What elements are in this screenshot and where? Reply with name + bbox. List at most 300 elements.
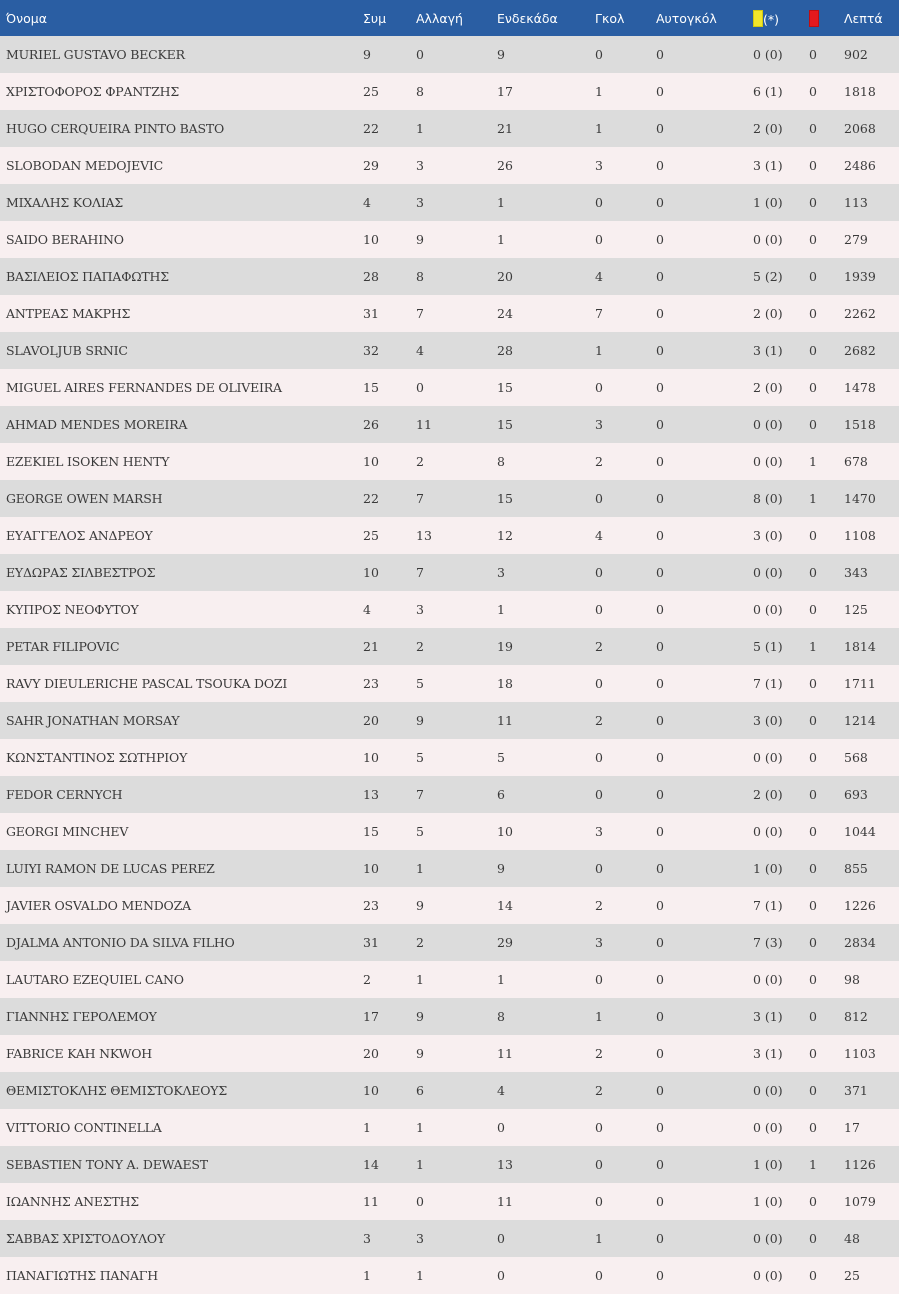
cell-subs: 7: [416, 491, 424, 506]
cell-subs: 1: [416, 1268, 424, 1283]
cell-own-goals: 0: [656, 935, 664, 950]
cell-subs: 1: [416, 972, 424, 987]
cell-yellow-cards: 3 (0): [753, 528, 783, 543]
cell-goals: 1: [595, 343, 603, 358]
table-row: [0, 147, 899, 184]
cell-subs: 0: [416, 380, 424, 395]
cell-yellow-cards: 1 (0): [753, 195, 783, 210]
table-row: [0, 1072, 899, 1109]
cell-yellow-cards: 7 (1): [753, 898, 783, 913]
cell-name: GEORGI MINCHEV: [6, 824, 129, 839]
cell-own-goals: 0: [656, 565, 664, 580]
cell-subs: 13: [416, 528, 432, 543]
table-row: [0, 813, 899, 850]
cell-apps: 31: [363, 306, 379, 321]
cell-starts: 19: [497, 639, 513, 654]
cell-goals: 0: [595, 750, 603, 765]
table-row: [0, 36, 899, 73]
red-card-icon: [809, 10, 819, 27]
cell-yellow-cards: 0 (0): [753, 1083, 783, 1098]
cell-goals: 0: [595, 972, 603, 987]
header-goals[interactable]: Γκολ: [595, 10, 625, 26]
table-row: [0, 1035, 899, 1072]
table-row: [0, 665, 899, 702]
table-row: [0, 776, 899, 813]
cell-name: SAIDO BERAHINO: [6, 232, 124, 247]
cell-goals: 3: [595, 158, 603, 173]
cell-subs: 7: [416, 565, 424, 580]
cell-apps: 21: [363, 639, 379, 654]
cell-minutes: 2486: [844, 158, 876, 173]
cell-starts: 9: [497, 861, 505, 876]
cell-apps: 26: [363, 417, 379, 432]
cell-own-goals: 0: [656, 195, 664, 210]
cell-minutes: 2262: [844, 306, 876, 321]
cell-starts: 3: [497, 565, 505, 580]
cell-name: JAVIER OSVALDO MENDOZA: [6, 898, 191, 913]
cell-yellow-cards: 1 (0): [753, 1194, 783, 1209]
cell-red-cards: 0: [809, 121, 817, 136]
cell-goals: 0: [595, 602, 603, 617]
cell-goals: 4: [595, 269, 603, 284]
cell-own-goals: 0: [656, 1231, 664, 1246]
cell-name: EZEKIEL ISOKEN HENTY: [6, 454, 170, 469]
cell-own-goals: 0: [656, 47, 664, 62]
cell-goals: 4: [595, 528, 603, 543]
cell-yellow-cards: 5 (1): [753, 639, 783, 654]
cell-goals: 2: [595, 1046, 603, 1061]
cell-goals: 0: [595, 232, 603, 247]
cell-yellow-cards: 1 (0): [753, 861, 783, 876]
cell-red-cards: 0: [809, 158, 817, 173]
cell-apps: 31: [363, 935, 379, 950]
header-yellow-suffix: (*): [763, 11, 780, 27]
cell-apps: 4: [363, 602, 371, 617]
header-apps[interactable]: Συμ: [363, 10, 387, 26]
cell-goals: 1: [595, 1231, 603, 1246]
cell-starts: 29: [497, 935, 513, 950]
cell-minutes: 693: [844, 787, 868, 802]
cell-apps: 1: [363, 1268, 371, 1283]
table-row: [0, 628, 899, 665]
cell-minutes: 1470: [844, 491, 876, 506]
cell-apps: 23: [363, 898, 379, 913]
cell-red-cards: 1: [809, 454, 817, 469]
cell-subs: 0: [416, 47, 424, 62]
cell-yellow-cards: 1 (0): [753, 1157, 783, 1172]
cell-minutes: 17: [844, 1120, 860, 1135]
cell-starts: 20: [497, 269, 513, 284]
cell-starts: 26: [497, 158, 513, 173]
cell-apps: 13: [363, 787, 379, 802]
cell-red-cards: 1: [809, 1157, 817, 1172]
table-row: [0, 739, 899, 776]
cell-own-goals: 0: [656, 750, 664, 765]
cell-apps: 20: [363, 1046, 379, 1061]
cell-red-cards: 0: [809, 972, 817, 987]
table-row: [0, 702, 899, 739]
cell-name: ΕΥΑΓΓΕΛΟΣ ΑΝΔΡΕΟΥ: [6, 528, 153, 543]
cell-minutes: 371: [844, 1083, 868, 1098]
cell-apps: 23: [363, 676, 379, 691]
cell-name: ΓΙΑΝΝΗΣ ΓΕΡΟΛΕΜΟΥ: [6, 1009, 157, 1024]
cell-apps: 15: [363, 380, 379, 395]
cell-starts: 11: [497, 1194, 513, 1209]
table-row: [0, 517, 899, 554]
table-row: [0, 961, 899, 998]
cell-starts: 12: [497, 528, 513, 543]
cell-apps: 3: [363, 1231, 371, 1246]
cell-apps: 10: [363, 1083, 379, 1098]
cell-name: SEBASTIEN TONY A. DEWAEST: [6, 1157, 208, 1172]
cell-apps: 10: [363, 750, 379, 765]
cell-red-cards: 0: [809, 861, 817, 876]
cell-red-cards: 1: [809, 491, 817, 506]
cell-name: RAVY DIEULERICHE PASCAL TSOUKA DOZI: [6, 676, 288, 691]
cell-yellow-cards: 0 (0): [753, 824, 783, 839]
cell-red-cards: 0: [809, 750, 817, 765]
cell-apps: 10: [363, 454, 379, 469]
cell-starts: 1: [497, 195, 505, 210]
cell-subs: 3: [416, 195, 424, 210]
cell-goals: 2: [595, 898, 603, 913]
cell-minutes: 2682: [844, 343, 876, 358]
table-row: [0, 480, 899, 517]
cell-apps: 25: [363, 84, 379, 99]
cell-red-cards: 0: [809, 47, 817, 62]
cell-own-goals: 0: [656, 1009, 664, 1024]
cell-goals: 0: [595, 491, 603, 506]
cell-red-cards: 1: [809, 639, 817, 654]
cell-own-goals: 0: [656, 1157, 664, 1172]
cell-apps: 22: [363, 121, 379, 136]
cell-goals: 0: [595, 787, 603, 802]
cell-minutes: 855: [844, 861, 868, 876]
cell-starts: 11: [497, 713, 513, 728]
table-row: [0, 406, 899, 443]
cell-subs: 3: [416, 602, 424, 617]
cell-own-goals: 0: [656, 380, 664, 395]
cell-starts: 8: [497, 454, 505, 469]
cell-starts: 0: [497, 1268, 505, 1283]
cell-subs: 1: [416, 121, 424, 136]
table-row: [0, 1109, 899, 1146]
cell-red-cards: 0: [809, 935, 817, 950]
cell-own-goals: 0: [656, 84, 664, 99]
cell-yellow-cards: 2 (0): [753, 121, 783, 136]
cell-own-goals: 0: [656, 861, 664, 876]
cell-red-cards: 0: [809, 380, 817, 395]
cell-minutes: 1939: [844, 269, 876, 284]
cell-name: LUIYI RAMON DE LUCAS PEREZ: [6, 861, 215, 876]
cell-subs: 0: [416, 1194, 424, 1209]
cell-starts: 15: [497, 380, 513, 395]
cell-goals: 2: [595, 454, 603, 469]
cell-name: ΙΩΑΝΝΗΣ ΑΝΕΣΤΗΣ: [6, 1194, 139, 1209]
cell-starts: 15: [497, 417, 513, 432]
cell-minutes: 1044: [844, 824, 876, 839]
cell-own-goals: 0: [656, 454, 664, 469]
cell-own-goals: 0: [656, 972, 664, 987]
cell-goals: 3: [595, 824, 603, 839]
cell-yellow-cards: 3 (1): [753, 1046, 783, 1061]
table-row: [0, 591, 899, 628]
header-starts[interactable]: Ενδεκάδα: [497, 10, 558, 26]
cell-starts: 21: [497, 121, 513, 136]
cell-yellow-cards: 2 (0): [753, 787, 783, 802]
cell-name: SLAVOLJUB SRNIC: [6, 343, 128, 358]
cell-apps: 10: [363, 861, 379, 876]
cell-red-cards: 0: [809, 676, 817, 691]
cell-starts: 10: [497, 824, 513, 839]
cell-subs: 1: [416, 1157, 424, 1172]
table-row: [0, 1220, 899, 1257]
cell-minutes: 48: [844, 1231, 860, 1246]
cell-red-cards: 0: [809, 195, 817, 210]
table-row: [0, 924, 899, 961]
header-minutes[interactable]: Λεπτά: [844, 10, 883, 26]
cell-name: ΑΝΤΡΕΑΣ ΜΑΚΡΗΣ: [6, 306, 131, 321]
cell-starts: 15: [497, 491, 513, 506]
cell-subs: 9: [416, 1009, 424, 1024]
cell-name: ΠΑΝΑΓΙΩΤΗΣ ΠΑΝΑΓΗ: [6, 1268, 158, 1283]
cell-minutes: 1818: [844, 84, 876, 99]
cell-yellow-cards: 0 (0): [753, 972, 783, 987]
cell-yellow-cards: 3 (1): [753, 1009, 783, 1024]
cell-apps: 28: [363, 269, 379, 284]
cell-name: SLOBODAN MEDOJEVIC: [6, 158, 163, 173]
cell-goals: 0: [595, 1157, 603, 1172]
cell-minutes: 1126: [844, 1157, 876, 1172]
cell-goals: 0: [595, 676, 603, 691]
cell-red-cards: 0: [809, 1194, 817, 1209]
cell-own-goals: 0: [656, 787, 664, 802]
table-row: [0, 258, 899, 295]
cell-subs: 7: [416, 306, 424, 321]
cell-name: MURIEL GUSTAVO BECKER: [6, 47, 185, 62]
cell-name: FEDOR CERNYCH: [6, 787, 123, 802]
cell-yellow-cards: 0 (0): [753, 602, 783, 617]
cell-minutes: 1108: [844, 528, 876, 543]
cell-red-cards: 0: [809, 565, 817, 580]
cell-starts: 6: [497, 787, 505, 802]
cell-apps: 2: [363, 972, 371, 987]
cell-subs: 6: [416, 1083, 424, 1098]
cell-own-goals: 0: [656, 232, 664, 247]
cell-name: DJALMA ANTONIO DA SILVA FILHO: [6, 935, 235, 950]
cell-subs: 1: [416, 1120, 424, 1135]
cell-minutes: 125: [844, 602, 868, 617]
cell-name: ΕΥΔΩΡΑΣ ΣΙΛΒΕΣΤΡΟΣ: [6, 565, 156, 580]
cell-goals: 2: [595, 1083, 603, 1098]
cell-red-cards: 0: [809, 1231, 817, 1246]
table-row: [0, 443, 899, 480]
cell-yellow-cards: 6 (1): [753, 84, 783, 99]
cell-own-goals: 0: [656, 898, 664, 913]
cell-red-cards: 0: [809, 1046, 817, 1061]
cell-minutes: 2834: [844, 935, 876, 950]
cell-goals: 0: [595, 1268, 603, 1283]
cell-own-goals: 0: [656, 528, 664, 543]
cell-name: AHMAD MENDES MOREIRA: [6, 417, 188, 432]
cell-name: ΣΑΒΒΑΣ ΧΡΙΣΤΟΔΟΥΛΟΥ: [6, 1231, 165, 1246]
table-row: [0, 850, 899, 887]
cell-name: MIGUEL AIRES FERNANDES DE OLIVEIRA: [6, 380, 282, 395]
header-name[interactable]: Όνομα: [6, 10, 47, 26]
cell-apps: 25: [363, 528, 379, 543]
cell-red-cards: 0: [809, 84, 817, 99]
cell-red-cards: 0: [809, 898, 817, 913]
cell-apps: 22: [363, 491, 379, 506]
table-row: [0, 887, 899, 924]
cell-subs: 8: [416, 269, 424, 284]
cell-subs: 9: [416, 713, 424, 728]
cell-red-cards: 0: [809, 1083, 817, 1098]
table-row: [0, 73, 899, 110]
cell-red-cards: 0: [809, 824, 817, 839]
cell-minutes: 678: [844, 454, 868, 469]
cell-minutes: 1079: [844, 1194, 876, 1209]
cell-own-goals: 0: [656, 158, 664, 173]
cell-own-goals: 0: [656, 639, 664, 654]
cell-yellow-cards: 5 (2): [753, 269, 783, 284]
cell-yellow-cards: 2 (0): [753, 380, 783, 395]
cell-subs: 2: [416, 639, 424, 654]
cell-yellow-cards: 2 (0): [753, 306, 783, 321]
cell-own-goals: 0: [656, 824, 664, 839]
header-yellow-cards[interactable]: [753, 0, 809, 36]
cell-subs: 7: [416, 787, 424, 802]
cell-starts: 24: [497, 306, 513, 321]
cell-yellow-cards: 0 (0): [753, 454, 783, 469]
cell-apps: 20: [363, 713, 379, 728]
cell-apps: 1: [363, 1120, 371, 1135]
cell-yellow-cards: 7 (1): [753, 676, 783, 691]
cell-name: ΒΑΣΙΛΕΙΟΣ ΠΑΠΑΦΩΤΗΣ: [6, 269, 169, 284]
cell-goals: 1: [595, 84, 603, 99]
cell-goals: 3: [595, 417, 603, 432]
cell-subs: 11: [416, 417, 432, 432]
table-row: [0, 369, 899, 406]
cell-starts: 4: [497, 1083, 505, 1098]
cell-goals: 0: [595, 1120, 603, 1135]
cell-name: ΚΩΝΣΤΑΝΤΙΝΟΣ ΣΩΤΗΡΙΟΥ: [6, 750, 188, 765]
cell-own-goals: 0: [656, 343, 664, 358]
cell-name: ΚΥΠΡΟΣ ΝΕΟΦΥΤΟΥ: [6, 602, 139, 617]
cell-minutes: 902: [844, 47, 868, 62]
cell-yellow-cards: 3 (1): [753, 158, 783, 173]
cell-own-goals: 0: [656, 269, 664, 284]
cell-red-cards: 0: [809, 713, 817, 728]
cell-yellow-cards: 0 (0): [753, 417, 783, 432]
cell-starts: 28: [497, 343, 513, 358]
cell-apps: 14: [363, 1157, 379, 1172]
cell-minutes: 1814: [844, 639, 876, 654]
table-row: [0, 998, 899, 1035]
header-subs[interactable]: Αλλαγή: [416, 10, 463, 26]
cell-yellow-cards: 0 (0): [753, 232, 783, 247]
cell-own-goals: 0: [656, 1194, 664, 1209]
cell-name: GEORGE OWEN MARSH: [6, 491, 163, 506]
cell-own-goals: 0: [656, 1083, 664, 1098]
cell-starts: 0: [497, 1231, 505, 1246]
cell-starts: 17: [497, 84, 513, 99]
cell-name: VITTORIO CONTINELLA: [6, 1120, 162, 1135]
table-row: [0, 295, 899, 332]
cell-own-goals: 0: [656, 417, 664, 432]
table-row: [0, 1183, 899, 1220]
cell-starts: 1: [497, 972, 505, 987]
cell-starts: 18: [497, 676, 513, 691]
cell-yellow-cards: 0 (0): [753, 1120, 783, 1135]
cell-apps: 10: [363, 232, 379, 247]
cell-starts: 5: [497, 750, 505, 765]
cell-minutes: 1214: [844, 713, 876, 728]
cell-starts: 14: [497, 898, 513, 913]
cell-subs: 3: [416, 1231, 424, 1246]
cell-starts: 9: [497, 47, 505, 62]
cell-goals: 2: [595, 713, 603, 728]
cell-apps: 17: [363, 1009, 379, 1024]
cell-red-cards: 0: [809, 602, 817, 617]
cell-minutes: 279: [844, 232, 868, 247]
cell-own-goals: 0: [656, 1046, 664, 1061]
cell-goals: 0: [595, 195, 603, 210]
cell-goals: 0: [595, 47, 603, 62]
cell-name: SAHR JONATHAN MORSAY: [6, 713, 180, 728]
cell-red-cards: 0: [809, 417, 817, 432]
cell-apps: 11: [363, 1194, 379, 1209]
cell-subs: 3: [416, 158, 424, 173]
cell-name: PETAR FILIPOVIC: [6, 639, 120, 654]
cell-name: HUGO CERQUEIRA PINTO BASTO: [6, 121, 225, 136]
cell-red-cards: 0: [809, 232, 817, 247]
cell-subs: 5: [416, 676, 424, 691]
cell-subs: 9: [416, 1046, 424, 1061]
table-row: [0, 221, 899, 258]
cell-yellow-cards: 0 (0): [753, 750, 783, 765]
cell-own-goals: 0: [656, 491, 664, 506]
cell-minutes: 1711: [844, 676, 876, 691]
cell-subs: 5: [416, 750, 424, 765]
cell-yellow-cards: 8 (0): [753, 491, 783, 506]
table-row: [0, 184, 899, 221]
cell-own-goals: 0: [656, 713, 664, 728]
cell-red-cards: 0: [809, 343, 817, 358]
cell-yellow-cards: 0 (0): [753, 47, 783, 62]
header-own-goals[interactable]: Αυτογκόλ: [656, 10, 717, 26]
cell-starts: 1: [497, 232, 505, 247]
cell-own-goals: 0: [656, 1268, 664, 1283]
cell-minutes: 1103: [844, 1046, 876, 1061]
cell-apps: 10: [363, 565, 379, 580]
cell-goals: 0: [595, 1194, 603, 1209]
cell-minutes: 1518: [844, 417, 876, 432]
cell-minutes: 2068: [844, 121, 876, 136]
cell-apps: 4: [363, 195, 371, 210]
cell-apps: 15: [363, 824, 379, 839]
cell-starts: 0: [497, 1120, 505, 1135]
cell-name: ΜΙΧΑΛΗΣ ΚΟΛΙΑΣ: [6, 195, 124, 210]
cell-starts: 1: [497, 602, 505, 617]
cell-name: FABRICE KAH NKWOH: [6, 1046, 152, 1061]
cell-goals: 3: [595, 935, 603, 950]
cell-starts: 13: [497, 1157, 513, 1172]
cell-minutes: 812: [844, 1009, 868, 1024]
cell-goals: 1: [595, 1009, 603, 1024]
header-red-cards[interactable]: [809, 0, 844, 36]
cell-minutes: 568: [844, 750, 868, 765]
